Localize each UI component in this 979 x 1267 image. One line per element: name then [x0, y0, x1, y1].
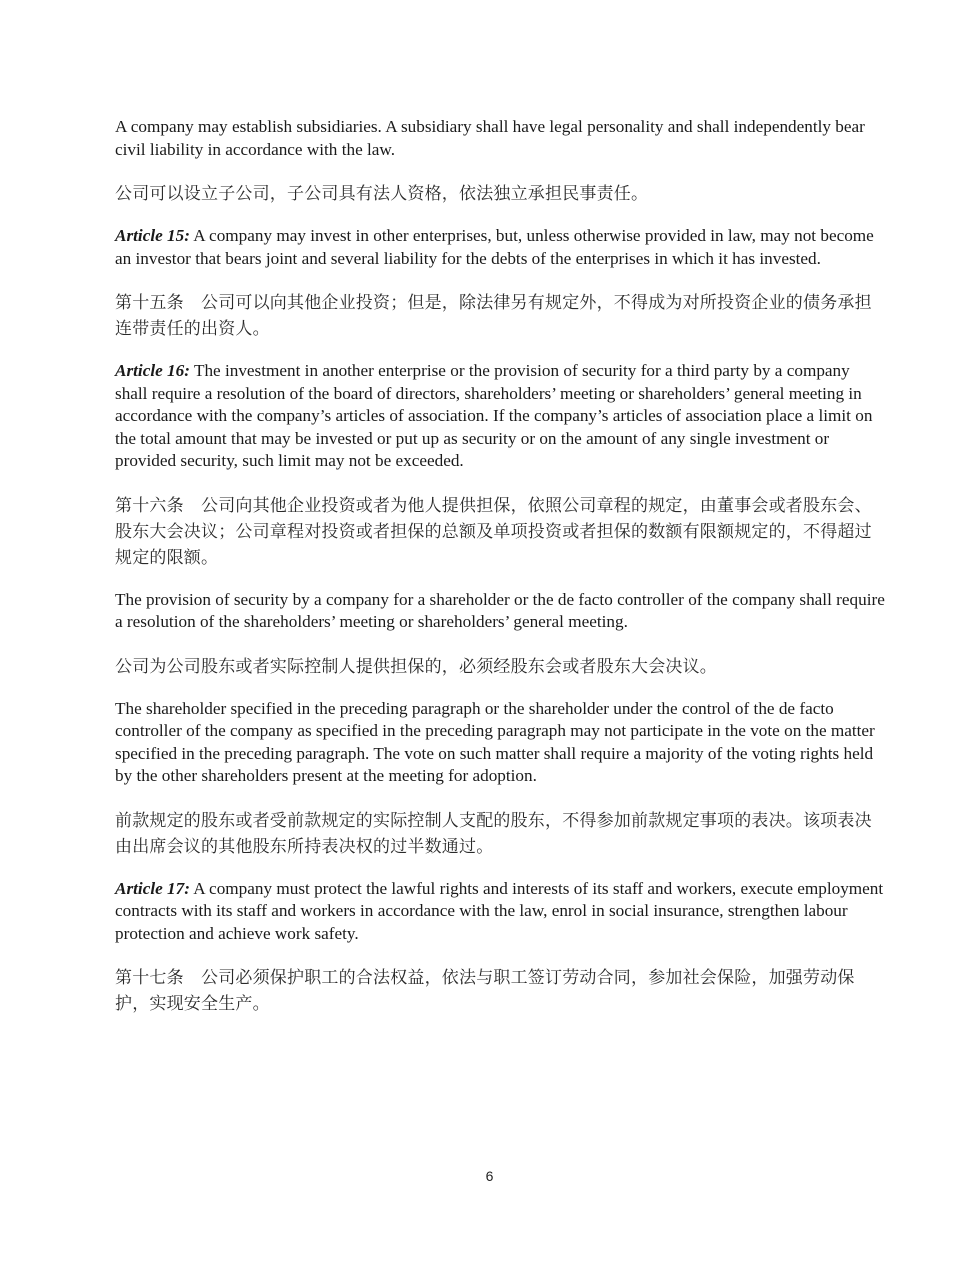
article-label: Article 16: — [115, 361, 190, 380]
paragraph-zh — [115, 290, 885, 342]
paragraph-text: 第十六条 公司向其他企业投资或者为他人提供担保，依照公司章程的规定，由董事会或者股东会、股东大会决议；公司章程对投资或者担保的总额及单项投资或者担保的数额有限额规定的，不得超过规定的限额。 — [115, 495, 872, 568]
page-body — [115, 116, 885, 1017]
paragraph-en — [115, 360, 885, 473]
paragraph-zh — [115, 808, 885, 860]
paragraph-text: 前款规定的股东或者受前款规定的实际控制人支配的股东，不得参加前款规定事项的表决。该项表决由出席会议的其他股东所持表决权的过半数通过。 — [115, 810, 872, 857]
paragraph-zh — [115, 654, 885, 680]
paragraph-en — [115, 116, 885, 161]
paragraph-text: The provision of security by a company for a shareholder or the de facto controller of the company shall require a resolution of the shareholders’ meeting or shareholders’ general meeting. — [115, 589, 885, 631]
paragraph-text: A company may invest in other enterprises, but, unless otherwise provided in law, may not become an investor that bears joint and several liability for the debts of the enterprises in which it has invested. — [115, 226, 874, 268]
paragraph-en — [115, 878, 885, 946]
article-label: Article 15: — [115, 226, 190, 245]
paragraph-text: A company may establish subsidiaries. A subsidiary shall have legal personality and shall independently bear civil liability in accordance with the law. — [115, 117, 865, 159]
paragraph-zh — [115, 493, 885, 571]
paragraph-text: 第十五条 公司可以向其他企业投资；但是，除法律另有规定外，不得成为对所投资企业的债务承担连带责任的出资人。 — [115, 293, 872, 339]
paragraph-text: The shareholder specified in the preceding paragraph or the shareholder under the control of the de facto controller of the company as specified in the preceding paragraph may not participate in the vote on the matter specified in the preceding paragraph. The vote on such matter shall require a majority of the voting rights held by the other shareholders present at the meeting for adoption. — [115, 698, 875, 785]
paragraph-text: 公司可以设立子公司，子公司具有法人资格，依法独立承担民事责任。 — [115, 184, 649, 204]
paragraph-en — [115, 225, 885, 270]
article-label: Article 17: — [115, 878, 190, 898]
paragraph-zh — [115, 965, 885, 1017]
paragraph-text: 第十七条 公司必须保护职工的合法权益，依法与职工签订劳动合同，参加社会保险，加强劳动保护，实现安全生产。 — [115, 968, 855, 1014]
paragraph-text: The investment in another enterprise or the provision of security for a third party by a company shall require a resolution of the board of directors, shareholders’ meeting or shareholders’ general meeting in accordance with the company’s articles of association. If the company’s articles of association place a limit on the total amount that may be invested or put up as security or on the amount of any single investment or provided security, such limit may not be exceeded. — [115, 361, 873, 470]
paragraph-zh — [115, 181, 885, 207]
page-number: 6 — [485, 1168, 494, 1184]
paragraph-text: A company must protect the lawful rights and interests of its staff and workers, execute employment contracts with its staff and workers in accordance with the law, enrol in social insurance, strengthen labour protection and achieve work safety. — [115, 878, 884, 943]
paragraph-text: 公司为公司股东或者实际控制人提供担保的，必须经股东会或者股东大会决议。 — [115, 656, 717, 677]
paragraph-en — [115, 698, 885, 788]
paragraph-en — [115, 589, 885, 634]
